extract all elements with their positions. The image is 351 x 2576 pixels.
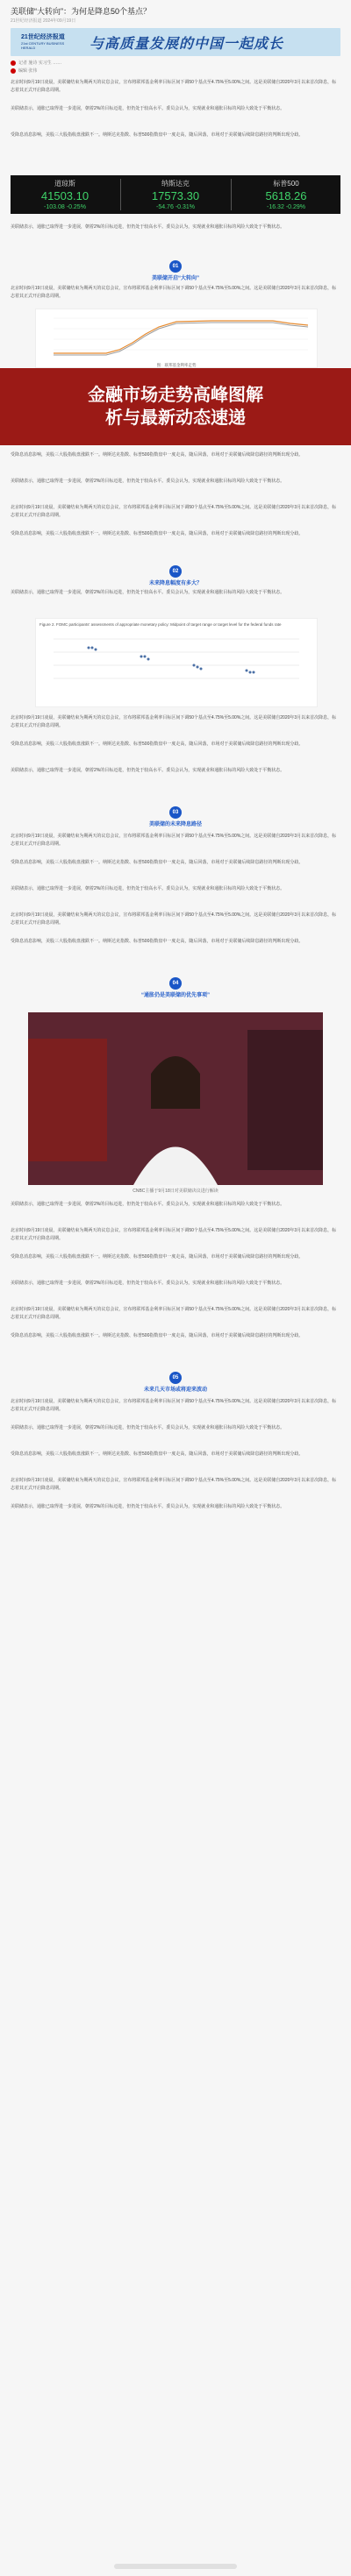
paragraph-body: 美联储表示，通胀已取得进一步进展，朝着2%的目标迈进，但仍处于较高水平。委员会认为，实现就业和通胀目标的风险大致处于平衡状态。	[11, 590, 285, 595]
ticker-change: -16.32 -0.29%	[267, 204, 305, 210]
news-anchor-image	[28, 1012, 323, 1185]
paragraph-body: 北京时间9月19日凌晨，美联储结束为期两天的议息会议，宣布将联邦基金利率目标区间下调50个基点至4.75%至5.00%之间。这是美联储自2020年3月以来首次降息，标志着其正式开启降息周期。	[11, 1228, 337, 1241]
ticker-dow	[11, 175, 119, 214]
byline-reporter: 记者 施诗 实习生 ……	[18, 60, 62, 66]
paragraph-body: 北京时间9月19日凌晨，美联储结束为期两天的议息会议，宣布将联邦基金利率目标区间下调50个基点至4.75%至5.00%之间。这是美联储自2020年3月以来首次降息，标志着其正式开启降息周期。	[11, 286, 337, 299]
paragraph-fed-statement: 美联储表示，通胀已取得进一步进展，朝着2%的目标迈进，但仍处于较高水平。委员会认为，实现就业和通胀目标的风险大致处于平衡状态。	[11, 106, 285, 111]
ticker-name: 纳斯达克	[161, 180, 190, 188]
editor-avatar-icon	[11, 68, 16, 74]
paragraph-body: 美联储表示，通胀已取得进一步进展，朝着2%的目标迈进，但仍处于较高水平。委员会认为，实现就业和通胀目标的风险大致处于平衡状态。	[11, 479, 285, 484]
promo-ribbon	[0, 368, 351, 445]
rate-line-lower	[54, 323, 308, 355]
logo-text: 21世纪经济报道	[21, 34, 65, 40]
section-heading-2	[0, 561, 351, 586]
section-heading-5	[0, 1367, 351, 1393]
ticker-name: 标普500	[273, 180, 299, 188]
section-number-badge: 02	[169, 565, 182, 578]
header-banner	[11, 28, 340, 56]
section-heading-video	[0, 973, 351, 998]
paragraph-body: 美联储表示，通胀已取得进一步进展，朝着2%的目标迈进，但仍处于较高水平。委员会认为，实现就业和通胀目标的风险大致处于平衡状态。	[11, 1504, 285, 1509]
paragraph-body: 美联储表示，通胀已取得进一步进展，朝着2%的目标迈进，但仍处于较高水平。委员会认为，实现就业和通胀目标的风险大致处于平衡状态。	[11, 1281, 285, 1286]
section-title: 美联储开启“大转向”	[151, 276, 199, 281]
byline-editor: 编辑 张伟	[18, 68, 38, 74]
dot-plot-image	[36, 630, 317, 692]
video-caption: CNBC主播于9月18日对美联储决议进行解读	[133, 1189, 218, 1194]
reporter-avatar-icon	[11, 60, 16, 66]
paragraph-body: 北京时间9月19日凌晨，美联储结束为期两天的议息会议，宣布将联邦基金利率目标区间下调50个基点至4.75%至5.00%之间。这是美联储自2020年3月以来首次降息，标志着其正式开启降息周期。	[11, 505, 337, 518]
logo-subtitle: 21st CENTURY BUSINESS HERALD	[21, 41, 65, 50]
figure-caption: Figure 2. FOMC participants' assessments of appropriate monetary policy: Midpoint of target range or target level for the federal funds rate	[39, 622, 282, 627]
paragraph-body: 北京时间9月19日凌晨，美联储结束为期两天的议息会议，宣布将联邦基金利率目标区间下调50个基点至4.75%至5.00%之间。这是美联储自2020年3月以来首次降息，标志着其正式开启降息周期。	[11, 715, 337, 728]
ticker-nasdaq	[121, 175, 230, 214]
paragraph-body: 北京时间9月19日凌晨，美联储结束为期两天的议息会议，宣布将联邦基金利率目标区间下调50个基点至4.75%至5.00%之间。这是美联储自2020年3月以来首次降息，标志着其正式开启降息周期。	[11, 1399, 337, 1412]
market-ticker	[11, 175, 340, 214]
paragraph-body: 美联储表示，通胀已取得进一步进展，朝着2%的目标迈进，但仍处于较高水平。委员会认为，实现就业和通胀目标的风险大致处于平衡状态。	[11, 1425, 285, 1430]
banner-slogan: 与高质量发展的中国一起成长	[90, 35, 284, 52]
article-meta: 21世纪经济报道 2024年09月19日	[11, 18, 76, 24]
paragraph-body: 美联储表示，通胀已取得进一步进展，朝着2%的目标迈进，但仍处于较高水平。委员会认为，实现就业和通胀目标的风险大致处于平衡状态。	[11, 224, 285, 230]
paragraph-body: 美联储表示，通胀已取得进一步进展，朝着2%的目标迈进，但仍处于较高水平。委员会认为，实现就业和通胀目标的风险大致处于平衡状态。	[11, 886, 285, 891]
paragraph-market: 受降息消息影响，美股三大股指收盘涨跌不一。纳斯达克指数、标普500指数盘中一度走高，随后回落，市场对于美联储后续降息路径的判断出现分歧。	[11, 132, 304, 138]
section-number-badge: 03	[169, 806, 182, 819]
paragraph-body: 受降息消息影响，美股三大股指收盘涨跌不一。纳斯达克指数、标普500指数盘中一度走高，随后回落，市场对于美联储后续降息路径的判断出现分歧。	[11, 1254, 304, 1260]
rate-line-upper	[54, 321, 308, 353]
ticker-value: 5618.26	[265, 189, 307, 202]
ticker-name: 道琼斯	[54, 180, 75, 188]
section-heading-1	[0, 256, 351, 281]
paragraph-body: 受降息消息影响，美股三大股指收盘涨跌不一。纳斯达克指数、标普500指数盘中一度走高，随后回落，市场对于美联储后续降息路径的判断出现分歧。	[11, 1333, 304, 1338]
section-number-badge: 04	[169, 977, 182, 990]
paragraph-body: 受降息消息影响，美股三大股指收盘涨跌不一。纳斯达克指数、标普500指数盘中一度走高，随后回落，市场对于美联储后续降息路径的判断出现分歧。	[11, 742, 304, 747]
section-number-badge: 05	[169, 1372, 182, 1384]
paragraph-body: 受降息消息影响，美股三大股指收盘涨跌不一。纳斯达克指数、标普500指数盘中一度走高，随后回落，市场对于美联储后续降息路径的判断出现分歧。	[11, 1451, 304, 1457]
ticker-value: 41503.10	[40, 189, 90, 202]
paragraph-body: 北京时间9月19日凌晨，美联储结束为期两天的议息会议，宣布将联邦基金利率目标区间下调50个基点至4.75%至5.00%之间。这是美联储自2020年3月以来首次降息，标志着其正式开启降息周期。	[11, 1307, 337, 1320]
ticker-change: -54.76 -0.31%	[156, 204, 195, 210]
section-title: “通胀仍是美联储的优先事项”	[140, 993, 210, 998]
rate-chart-figure	[35, 309, 318, 368]
ticker-change: -103.08 -0.25%	[44, 204, 86, 210]
rate-chart-image	[36, 309, 317, 358]
byline	[11, 60, 274, 75]
section-heading-3	[0, 802, 351, 827]
publication-logo	[21, 32, 74, 50]
section-title: 美联储的未来降息路径	[148, 822, 202, 827]
paragraph-body: 受降息消息影响，美股三大股指收盘涨跌不一。纳斯达克指数、标普500指数盘中一度走高，随后回落，市场对于美联储后续降息路径的判断出现分歧。	[11, 939, 304, 944]
paragraph-body: 北京时间9月19日凌晨，美联储结束为期两天的议息会议，宣布将联邦基金利率目标区间下调50个基点至4.75%至5.00%之间。这是美联储自2020年3月以来首次降息，标志着其正式开启降息周期。	[11, 912, 337, 926]
paragraph-body: 受降息消息影响，美股三大股指收盘涨跌不一。纳斯达克指数、标普500指数盘中一度走高，随后回落，市场对于美联储后续降息路径的判断出现分歧。	[11, 531, 304, 536]
ticker-sp500	[232, 175, 340, 214]
news-video-frame[interactable]	[28, 1012, 323, 1185]
section-title: 未来降息幅度有多大？	[148, 581, 202, 586]
paragraph-body: 受降息消息影响，美股三大股指收盘涨跌不一。纳斯达克指数、标普500指数盘中一度走高，随后回落，市场对于美联储后续降息路径的判断出现分歧。	[11, 860, 304, 865]
section-number-badge: 01	[169, 260, 182, 273]
paragraph-body: 美联储表示，通胀已取得进一步进展，朝着2%的目标迈进，但仍处于较高水平。委员会认为，实现就业和通胀目标的风险大致处于平衡状态。	[11, 768, 285, 773]
paragraph-body: 受降息消息影响，美股三大股指收盘涨跌不一。纳斯达克指数、标普500指数盘中一度走高，随后回落，市场对于美联储后续降息路径的判断出现分歧。	[11, 452, 304, 458]
footer-divider	[114, 2564, 237, 2569]
paragraph-body: 北京时间9月19日凌晨，美联储结束为期两天的议息会议，宣布将联邦基金利率目标区间下调50个基点至4.75%至5.00%之间。这是美联储自2020年3月以来首次降息，标志着其正式开启降息周期。	[11, 834, 337, 847]
dot-plot-figure	[35, 618, 318, 707]
paragraph-intro: 北京时间9月19日凌晨，美联储结束为期两天的议息会议，宣布将联邦基金利率目标区间下调50个基点至4.75%至5.00%之间。这是美联储自2020年3月以来首次降息，标志着其正式开启降息周期。	[11, 80, 337, 93]
ribbon-text: 金融市场走势高峰图解 析与最新动态速递	[88, 386, 263, 428]
paragraph-body: 美联储表示，通胀已取得进一步进展，朝着2%的目标迈进，但仍处于较高水平。委员会认为，实现就业和通胀目标的风险大致处于平衡状态。	[11, 1202, 285, 1207]
ticker-value: 17573.30	[151, 189, 200, 202]
article-title: 美联储“大转向”：为何是降息50个基点？	[11, 7, 152, 16]
section-title: 未来几天市场或将迎来波动	[143, 1387, 207, 1393]
paragraph-body: 北京时间9月19日凌晨，美联储结束为期两天的议息会议，宣布将联邦基金利率目标区间下调50个基点至4.75%至5.00%之间。这是美联储自2020年3月以来首次降息，标志着其正式开启降息周期。	[11, 1478, 337, 1491]
figure-caption: 图：联邦基金利率走势	[156, 363, 197, 367]
